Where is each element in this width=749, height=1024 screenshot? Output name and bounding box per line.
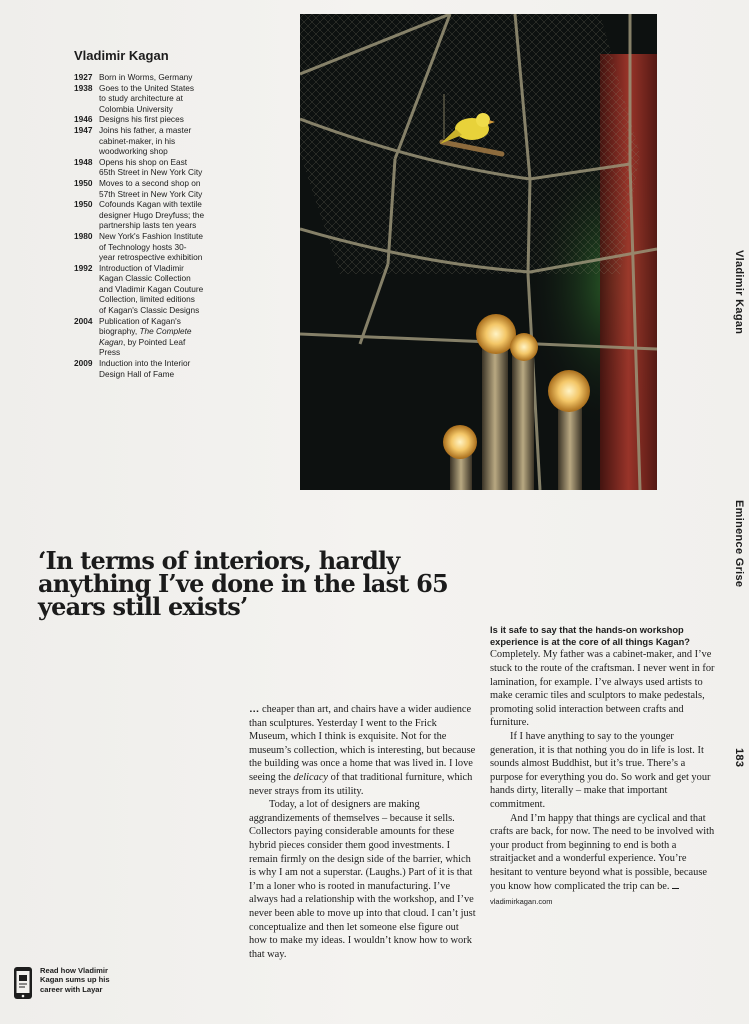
timeline-year: 1992 (74, 262, 93, 273)
timeline-year: 1950 (74, 177, 93, 188)
layar-text: Read how Vladimir Kagan sums up his career with Layar (40, 966, 110, 994)
paragraph: If I have anything to say to the younger generation, it is that nothing you do in life is lost. It sounds almost Buddhist, but it’s true. There’s a purpose for everything you do. So work and get your hands dirty, literally – make that important commitment. (490, 730, 711, 810)
text-run: cheaper than art, and chairs have a wider audience than sculptures. Yesterday I went to the Frick Museum, which I think is exquisite. Not for the museum’s collection, which is interesting, but because the building was once a home that was lived in. I love seeing the (249, 704, 476, 783)
page-number: 183 (733, 748, 745, 768)
website-url: vladimirkagan.com (490, 897, 553, 907)
book-title: The Complete Kagan (99, 326, 192, 347)
lamp-globe (443, 425, 477, 459)
paragraph: Today, a lot of designers are making aggrandizements of themselves – because it sells. Collectors paying considerable amounts for these hybrid pieces consider them good investments. I remain firmly on the design side of the barrier, which is why I am not a superstar. (Laughs.) Part of it is that I’m a loner who is rooted in manufacturing. I’ve always had a relationship with the workshop, and I’ve never been able to move up into that cloud. I can’t just conceptualize and then let someone else figure out how to make my ideas. I wouldn’t know how to work that way. (249, 799, 476, 960)
timeline-text: Designs his first pieces (99, 114, 184, 125)
timeline-item (74, 157, 294, 178)
article-column-1 (249, 703, 477, 961)
lamp-globe (548, 370, 590, 412)
lamp-globe (510, 333, 538, 361)
interview-question: Is it safe to say that the hands-on workshop experience is at the core of all things Kagan? (490, 625, 690, 648)
text-run: of that traditional furniture, which never strays from its utility. (249, 771, 473, 797)
end-mark (672, 888, 679, 889)
timeline-text: Joins his father, a master cabinet-maker, in his woodworking shop (99, 124, 192, 157)
timeline-item (74, 263, 294, 316)
timeline-year: 1938 (74, 82, 93, 93)
timeline-item (74, 72, 294, 83)
timeline-item (74, 231, 294, 263)
timeline-item (74, 199, 294, 231)
timeline-year: 2009 (74, 358, 93, 369)
lamp-globe (476, 314, 516, 354)
timeline-year: 1948 (74, 156, 93, 167)
phone-icon (12, 966, 34, 1000)
timeline-item (74, 114, 294, 125)
text-run: And I’m happy that things are cyclical and that crafts are back, for now. The need to be involved with your product from beginning to end is both a straitjacket and a wonderful experience. You’re hesitant to venture beyond what is possible, because you know how complicated the trip can be. (490, 812, 715, 892)
timeline-text: Induction into the Interior Design Hall of Fame (99, 358, 191, 379)
emphasis: delicacy (293, 771, 329, 783)
timeline-text: Goes to the United States to study architecture at Colombia University (99, 82, 195, 114)
layar-callout (12, 966, 120, 1000)
timeline-text: Introduction of Vladimir Kagan Classic Collection and Vladimir Kagan Couture Collection, limited editions of Kagan's Classic Designs (99, 262, 204, 316)
timeline-item (74, 83, 294, 115)
timeline-text-part: , by Pointed Leaf Press (99, 336, 186, 358)
timeline-item (74, 178, 294, 199)
timeline-text: Opens his shop on East 65th Street in New York City (99, 156, 203, 178)
timeline-text (99, 316, 294, 358)
birdcage-photograph (300, 14, 657, 490)
paragraph (249, 703, 477, 798)
biography-timeline (74, 48, 294, 379)
article-column-2 (490, 624, 716, 909)
timeline-year: 1927 (74, 72, 93, 82)
timeline-year: 1950 (74, 199, 93, 210)
timeline-year: 1947 (74, 124, 93, 135)
pull-quote: ‘In terms of interiors, hardly anything I’ve done in the last 65 years still exists’ (38, 546, 448, 621)
timeline-list (74, 72, 294, 379)
paragraph: Completely. My father was a cabinet-maker, and I’ve stuck to the route of the craftsman. I never went in for lamination, for example. I’ve always used artists to make ceramic tiles and sculptors to make pedestals, promoting solid interaction between crafts and furniture. (490, 649, 715, 729)
timeline-year: 1980 (74, 230, 93, 241)
running-head-section: Eminence Grise (733, 500, 745, 588)
timeline-year: 2004 (74, 315, 93, 326)
timeline-year: 1946 (74, 114, 93, 125)
timeline-item (74, 125, 294, 157)
biography-title: Vladimir Kagan (74, 48, 169, 63)
timeline-text: New York's Fashion Institute of Technology hosts 30- year retrospective exhibition (99, 230, 203, 263)
paragraph (490, 812, 716, 894)
timeline-item (74, 316, 294, 358)
timeline-text-part: Publication of Kagan's biography, (99, 315, 181, 337)
birdcage-illustration (300, 14, 657, 490)
timeline-item (74, 358, 294, 379)
timeline-text: Cofounds Kagan with textile designer Hugo Dreyfuss; the partnership lasts ten years (99, 199, 205, 231)
timeline-text: Born in Worms, Germany (99, 72, 193, 82)
ellipsis: … (249, 704, 260, 715)
running-head-name: Vladimir Kagan (733, 250, 745, 335)
timeline-text: Moves to a second shop on 57th Street in New York City (99, 177, 203, 199)
